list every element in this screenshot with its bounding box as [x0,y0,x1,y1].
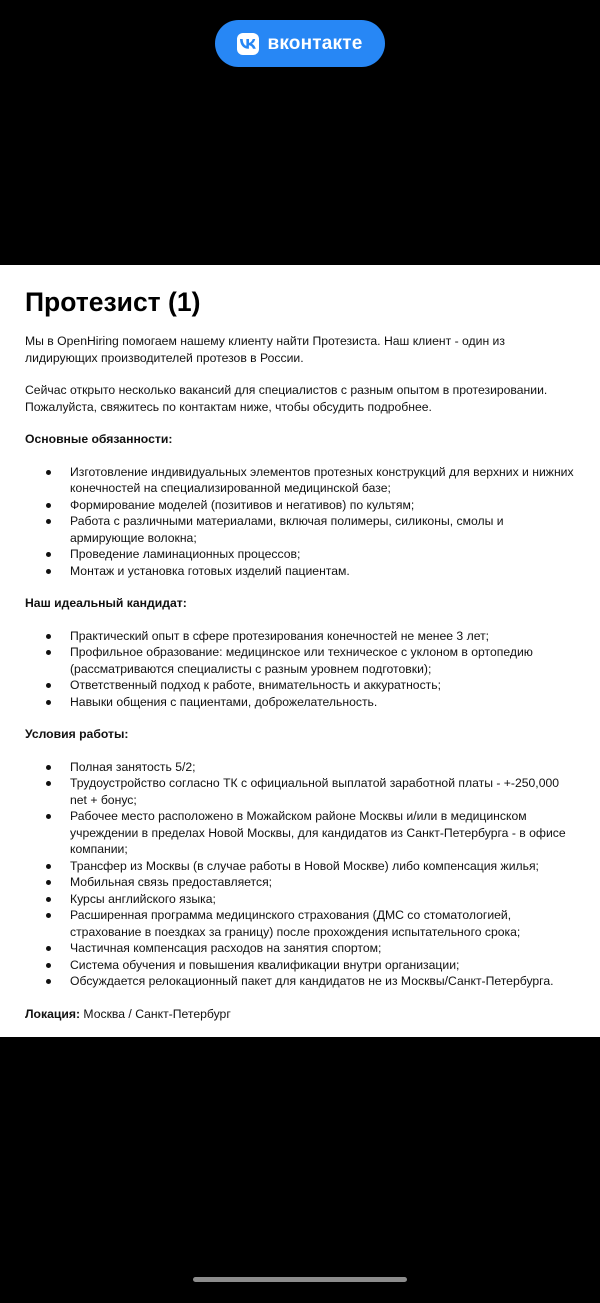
bullet-icon [46,634,51,639]
bullet-icon [46,503,51,508]
list-item-text: Рабочее место расположено в Можайском районе Москвы и/или в медицинском учреждении в пределах Новой Москвы, для кандидатов из Санкт-Петербурга - в офисе компании; [70,809,566,856]
list-item [70,563,576,580]
list-item-text: Профильное образование: медицинское или техническое с уклоном в ортопедию (рассматриваются специалисты с разным уровнем подготовки); [70,645,533,676]
list-item-text: Обсуждается релокационный пакет для кандидатов не из Москвы/Санкт-Петербурга. [70,974,554,988]
list-item [70,677,576,694]
bullet-icon [46,913,51,918]
candidate-list [25,628,576,711]
vk-logo-icon [237,33,259,55]
list-item-text: Проведение ламинационных процессов; [70,547,301,561]
bullet-icon [46,650,51,655]
list-item-text: Работа с различными материалами, включая полимеры, силиконы, смолы и армирующие волокна; [70,514,504,545]
list-item-text: Курсы английского языка; [70,891,216,906]
list-item-text: Ответственный подход к работе, внимательность и аккуратность; [70,678,441,692]
list-item [70,874,576,891]
bullet-icon [46,519,51,524]
bullet-icon [46,864,51,869]
section-heading-duties: Основные обязанности: [25,432,173,446]
vacancy-document [0,265,600,1037]
location-label: Локация: [25,1006,81,1021]
list-item [70,644,576,677]
vk-brand-label: вконтакте [267,32,363,54]
list-item-text: Полная занятость 5/2; [70,759,196,774]
list-item [70,891,576,908]
location-value: Москва / Санкт-Петербург [83,1006,231,1021]
list-item-text: Мобильная связь предоставляется; [70,875,273,889]
bullet-icon [46,569,51,574]
conditions-list [25,759,576,990]
vk-badge[interactable] [215,20,385,67]
section-heading-conditions: Условия работы: [25,727,129,741]
bullet-icon [46,700,51,705]
list-item [70,957,576,974]
bullet-icon [46,880,51,885]
intro-paragraph: Сейчас открыто несколько вакансий для специалистов с разным опытом в протезировании. Пожалуйста, свяжитесь по контактам ниже, чтобы обсудить подробнее. [25,383,548,414]
bullet-icon [46,946,51,951]
bullet-icon [46,683,51,688]
list-item [70,808,576,858]
list-item-text: Практический опыт в сфере протезирования конечностей не менее 3 лет; [70,628,490,643]
list-item-text: Расширенная программа медицинского страхования (ДМС со стоматологией, страхование в поездках за границу) после прохождения испытательного срока; [70,908,521,939]
list-item [70,464,576,497]
page-title: Протезист (1) [25,287,201,317]
list-item [70,513,576,546]
location-line [25,1006,576,1023]
home-indicator[interactable] [193,1277,407,1282]
list-item-text: Трансфер из Москвы (в случае работы в Новой Москве) либо компенсация жилья; [70,858,539,873]
list-item [70,759,576,776]
list-item-text: Трудоустройство согласно ТК с официальной выплатой заработной платы - +-250,000 net + бонус; [70,776,560,807]
bullet-icon [46,781,51,786]
list-item [70,694,576,711]
bullet-icon [46,552,51,557]
list-item-text: Система обучения и повышения квалификации внутри организации; [70,957,460,972]
intro-paragraph: Мы в OpenHiring помогаем нашему клиенту найти Протезиста. Наш клиент - один из лидирующих производителей протезов в России. [25,334,505,365]
list-item-text: Изготовление индивидуальных элементов протезных конструкций для верхних и нижних конечностей на специализированной медицинской базе; [70,464,574,495]
list-item-text: Монтаж и установка готовых изделий пациентам. [70,563,350,578]
list-item [70,775,576,808]
list-item-text: Формирование моделей (позитивов и негативов) по культям; [70,497,415,512]
list-item [70,628,576,645]
bullet-icon [46,963,51,968]
list-item-text: Навыки общения с пациентами, доброжелательность. [70,694,378,709]
bullet-icon [46,470,51,475]
list-item [70,497,576,514]
bullet-icon [46,814,51,819]
bullet-icon [46,765,51,770]
duties-list [25,464,576,580]
section-heading-candidate: Наш идеальный кандидат: [25,596,187,610]
list-item [70,973,576,990]
list-item-text: Частичная компенсация расходов на занятия спортом; [70,941,382,955]
bullet-icon [46,979,51,984]
list-item [70,940,576,957]
list-item [70,858,576,875]
list-item [70,546,576,563]
bullet-icon [46,897,51,902]
list-item [70,907,576,940]
